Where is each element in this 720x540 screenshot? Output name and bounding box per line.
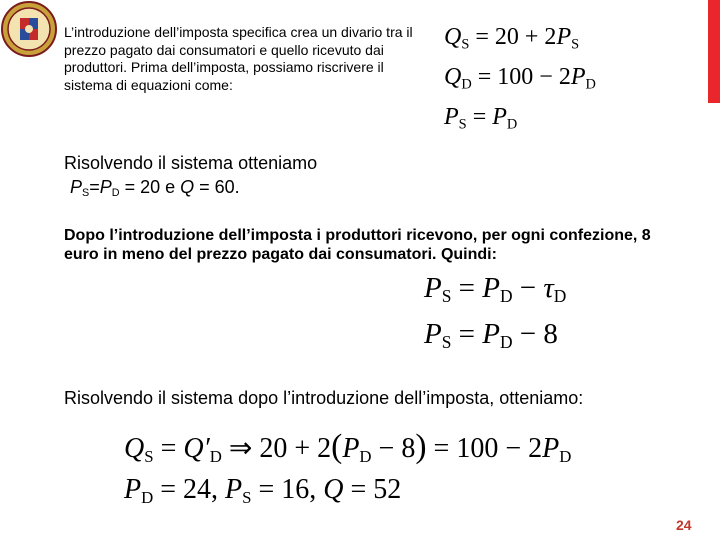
price-equality-equation: $P_S = P_D$ bbox=[444, 104, 518, 133]
equilibrium-equation: $Q_S = Q'_D$ ⇒ $20 + 2(P_D - 8) = 100 - 2P_D$ bbox=[124, 428, 572, 467]
intro-paragraph: L’introduzione dell’imposta specifica crea un divario tra il prezzo pagato dai consumatori e quello ricevuto dai produttori. Prima dell’imposta, possiamo riscrivere il sistema di equazioni come: bbox=[64, 24, 413, 93]
solve-before-label: Risolvendo il sistema otteniamo bbox=[64, 153, 318, 173]
university-seal-logo bbox=[0, 0, 58, 58]
solve-after-label: Risolvendo il sistema dopo l’introduzione dell’imposta, otteniamo: bbox=[64, 388, 584, 408]
tax-numeric-equation: $P_S = P_D - 8$ bbox=[424, 318, 558, 353]
demand-equation: $Q_D = 100 - 2P_D$ bbox=[444, 64, 596, 93]
after-tax-paragraph: Dopo l’introduzione dell’imposta i produttori ricevono, per ogni confezione, 8 euro in meno del prezzo pagato dai consumatori. Quindi: bbox=[64, 227, 651, 263]
equilibrium-results: $P_D = 24$, $P_S = 16$, Q = 52 bbox=[124, 474, 402, 508]
page-number: 24 bbox=[676, 517, 692, 533]
accent-bar bbox=[708, 0, 720, 103]
solve-before-result: $P_S=P_D = 20$ e Q = 60. bbox=[70, 177, 240, 200]
tax-wedge-equation: $P_S = P_D - \tau_D$ bbox=[424, 272, 567, 307]
supply-equation: $Q_S = 20 + 2P_S$ bbox=[444, 24, 580, 53]
